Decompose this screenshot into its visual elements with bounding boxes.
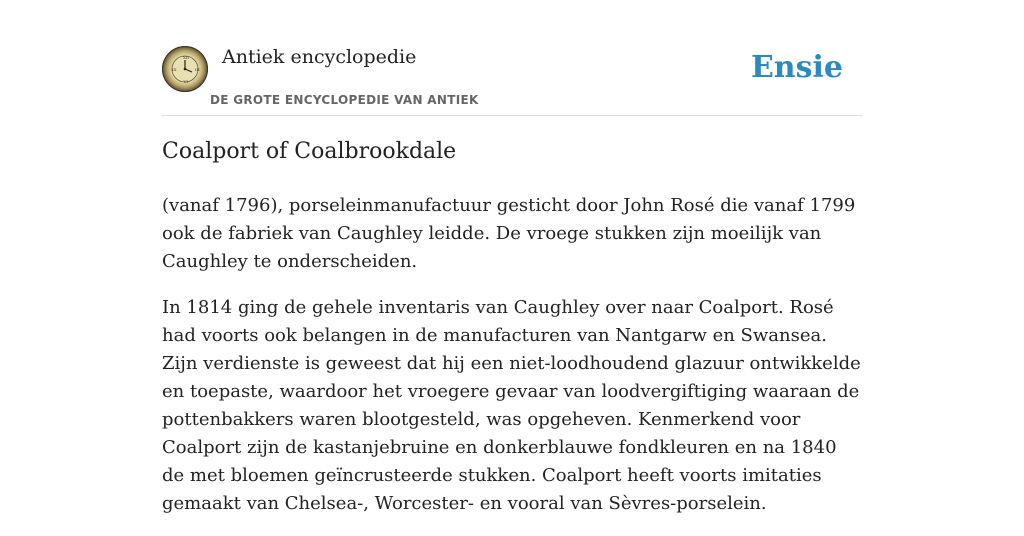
- article-content: [162, 192, 862, 536]
- site-subtitle: DE GROTE ENCYCLOPEDIE VAN ANTIEK: [210, 93, 479, 107]
- article-paragraph: (vanaf 1796), porseleinmanufactuur gesticht door John Rosé die vanaf 1799 ook de fabriek van Caughley leidde. De vroege stukken zijn moeilijk van Caughley te onderscheiden.: [162, 195, 856, 272]
- article-title: Coalport of Coalbrookdale: [162, 139, 457, 164]
- svg-text:IX: IX: [172, 67, 177, 72]
- svg-text:VI: VI: [183, 79, 188, 84]
- article-paragraph: In 1814 ging de gehele inventaris van Caughley over naar Coalport. Rosé had voorts ook belangen in de manufacturen van Nantgarw en Swansea. Zijn verdienste is geweest dat hij een niet-loodhoudend glazuur ontwikkelde en toepaste, waardoor het vroegere gevaar van loodvergiftiging waaraan de pottenbakkers waren blootgesteld, was opgeheven. Kenmerkend voor Coalport zijn de kastanjebruine en donkerblauwe fondkleuren en na 1840 de met bloemen geïncrusteerde stukken. Coalport heeft voorts imitaties gemaakt van Chelsea-, Worcester- en vooral van Sèvres-porselein.: [162, 297, 861, 514]
- site-title[interactable]: Antiek encyclopedie: [222, 46, 417, 68]
- clock-icon[interactable]: [162, 46, 208, 92]
- svg-text:III: III: [195, 67, 200, 72]
- site-header: [162, 0, 862, 116]
- svg-text:XII: XII: [183, 55, 190, 60]
- header-divider: [162, 115, 862, 116]
- brand-logo[interactable]: Ensie: [750, 50, 843, 85]
- clock-face: [162, 46, 208, 92]
